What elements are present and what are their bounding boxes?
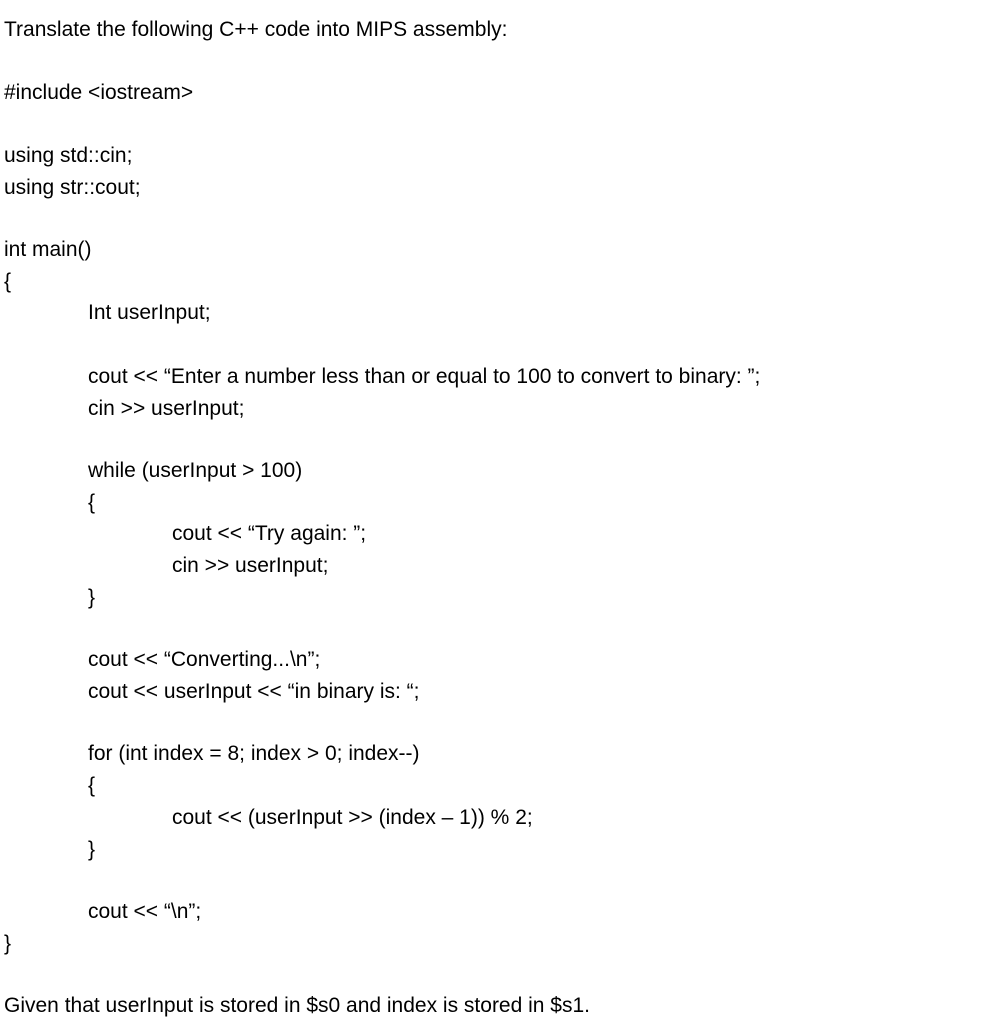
code-line: while (userInput > 100): [88, 459, 303, 482]
code-line: cin >> userInput;: [172, 554, 329, 577]
code-line: {: [88, 491, 96, 514]
code-line: int main(): [4, 238, 92, 261]
code-line: cout << “Enter a number less than or equal to 100 to convert to binary: ”;: [88, 365, 761, 388]
code-line: {: [88, 774, 96, 797]
code-line: }: [4, 932, 12, 955]
code-line: }: [88, 838, 96, 861]
instruction-text: Translate the following C++ code into MIPS assembly:: [4, 18, 508, 41]
code-line: }: [88, 586, 96, 609]
code-line: cout << userInput << “in binary is: “;: [88, 680, 420, 703]
code-line: cout << “\n”;: [88, 900, 202, 923]
code-line: cout << (userInput >> (index – 1)) % 2;: [172, 806, 533, 829]
code-line: using std::cin;: [4, 144, 133, 167]
code-line: cin >> userInput;: [88, 397, 245, 420]
code-line: cout << “Converting...\n”;: [88, 648, 321, 671]
code-line: #include <iostream>: [4, 81, 194, 104]
code-line: cout << “Try again: ”;: [172, 522, 367, 545]
code-line: Int userInput;: [88, 301, 211, 324]
code-line: {: [4, 270, 12, 293]
code-line: for (int index = 8; index > 0; index--): [88, 742, 420, 765]
footer-text: Given that userInput is stored in $s0 and index is stored in $s1.: [4, 994, 591, 1017]
code-line: using str::cout;: [4, 176, 141, 199]
